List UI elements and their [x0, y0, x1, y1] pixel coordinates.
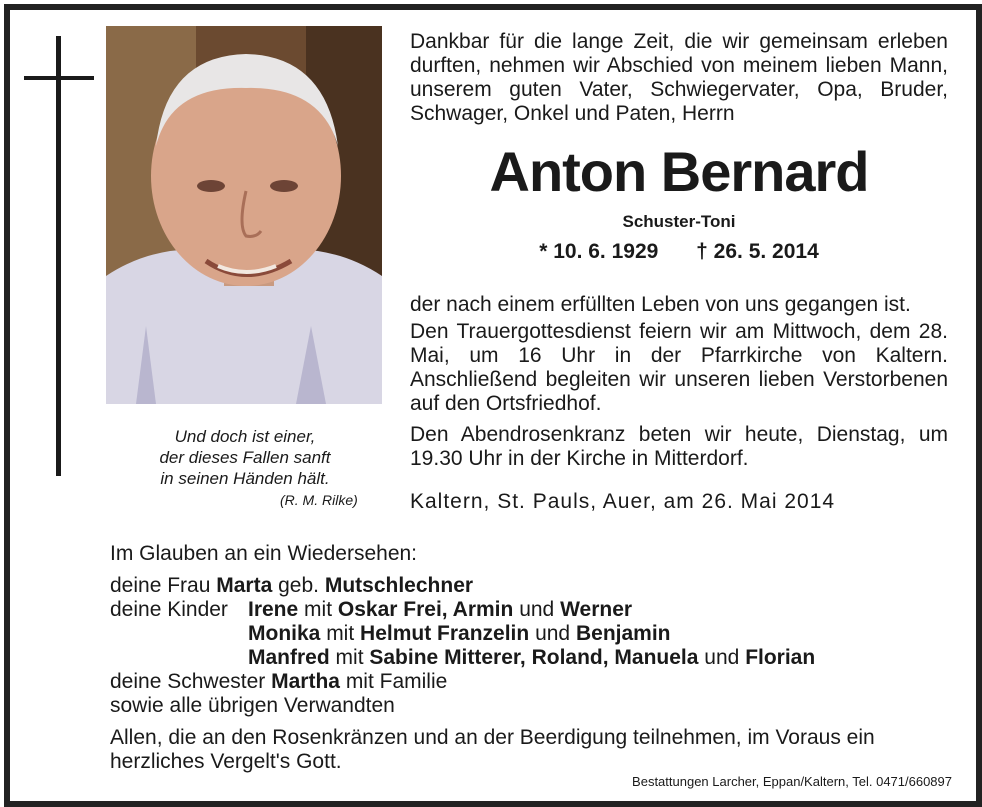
family-wife: deine Frau Marta geb. Mutschlechner: [110, 574, 474, 597]
passing-text: der nach einem erfüllten Leben von uns gegangen ist.: [410, 293, 911, 316]
place-date: Kaltern, St. Pauls, Auer, am 26. Mai 2014: [410, 490, 836, 513]
closing-text: Allen, die an den Rosenkränzen und an der Beerdigung teilnehmen, im Voraus ein herzliches Vergelt's Gott.: [110, 726, 875, 773]
birth-date: * 10. 6. 1929: [539, 240, 659, 263]
portrait-photo: [106, 26, 382, 404]
life-dates: [410, 240, 948, 264]
deceased-name: Anton Bernard: [489, 140, 869, 203]
quote-author: (R. M. Rilke): [280, 492, 358, 508]
cross-icon-bar: [24, 76, 94, 80]
family-children-label: deine Kinder: [110, 598, 228, 621]
funeral-service-text: Den Trauergottesdienst feiern wir am Mittwoch, dem 28. Mai, um 16 Uhr in der Pfarrkirche von Kaltern. Anschließend begleiten wir unseren lieben Verstorbenen auf den Ortsfriedhof.: [410, 320, 948, 415]
quote-line: der dieses Fallen sanft: [159, 448, 331, 467]
quote-line: in seinen Händen hält.: [160, 469, 330, 488]
quote-line: Und doch ist einer,: [174, 427, 316, 446]
cross-icon: [56, 36, 61, 476]
intro-text: Dankbar für die lange Zeit, die wir gemeinsam erleben durften, nehmen wir Abschied von meinem lieben Mann, unserem guten Vater, Schwiegervater, Opa, Bruder, Schwager, Onkel und Paten, Herrn: [410, 30, 948, 125]
deceased-nickname: Schuster-Toni: [622, 212, 736, 231]
undertaker-info: Bestattungen Larcher, Eppan/Kaltern, Tel. 0471/660897: [632, 774, 952, 789]
signoff: Im Glauben an ein Wiedersehen:: [110, 542, 418, 565]
family-child-2: Monika mit Helmut Franzelin und Benjamin: [248, 622, 671, 645]
death-date: † 26. 5. 2014: [696, 240, 819, 263]
rosary-text: Den Abendrosenkranz beten wir heute, Dienstag, um 19.30 Uhr in der Kirche in Mitterdorf.: [410, 423, 948, 470]
family-relatives: sowie alle übrigen Verwandten: [110, 694, 395, 717]
family-sister: deine Schwester Martha mit Familie: [110, 670, 448, 693]
family-child-1: Irene mit Oskar Frei, Armin und Werner: [248, 598, 633, 621]
quote: [120, 426, 370, 489]
family-child-3: Manfred mit Sabine Mitterer, Roland, Manuela und Florian: [248, 646, 816, 669]
